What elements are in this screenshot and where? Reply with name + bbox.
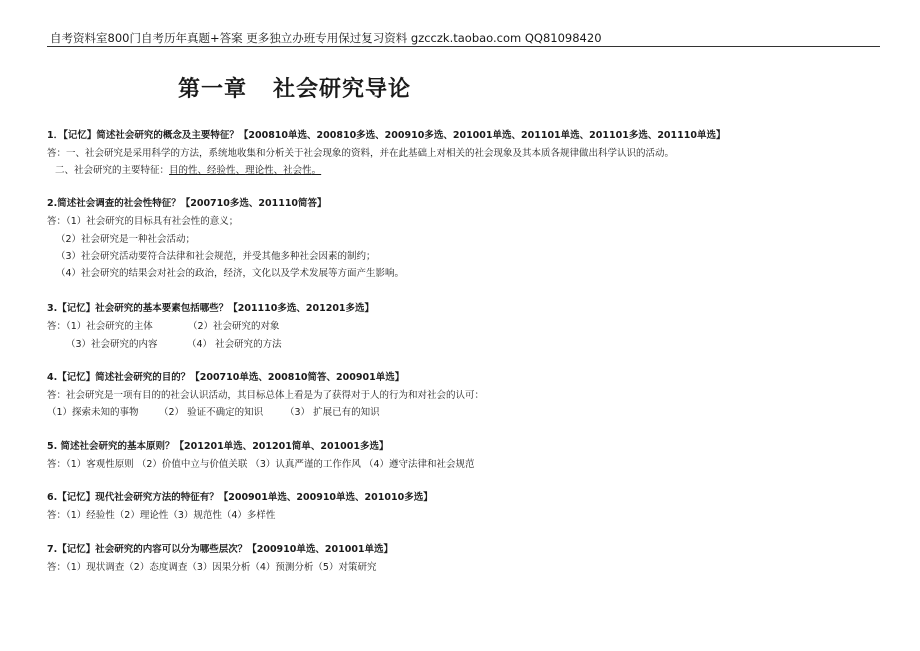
feature-sep: 、 — [197, 165, 208, 176]
answer-2-line-3: （3）社会研究活动要符合法律和社会规范，并受其他多种社会因素的制约； — [56, 251, 376, 262]
answer-4-text: 答：社会研究是一项有目的的社会认识活动，其目标总体上看是为了获得对于人的行为和对社会的认可： — [47, 390, 485, 401]
answer-2-line-2: （2）社会研究是一种社会活动； — [56, 234, 196, 245]
header-divider — [47, 46, 880, 47]
answer-3-row-2 — [66, 339, 282, 351]
question-7: 7.【记忆】社会研究的内容可以分为哪些层次？【200910单选、201001单选】 — [47, 544, 394, 555]
answer-3-item-1: 答：（1）社会研究的主体 — [47, 321, 153, 332]
feature-1: 目的性 — [169, 165, 198, 176]
answer-1-features — [55, 165, 321, 177]
answer-3-item-4: （4） 社会研究的方法 — [187, 339, 282, 350]
chapter-number: 第一章 — [178, 76, 248, 102]
answer-7-text: 答：（1）现状调查（2）态度调查（3）因果分析（4）预测分析（5）对策研究 — [47, 562, 377, 573]
question-5: 5. 简述社会研究的基本原则？【201201单选、201201简单、201001多选】 — [47, 441, 389, 452]
chapter-name: 社会研究导论 — [273, 76, 412, 102]
answer-2-line-4: （4）社会研究的结果会对社会的政治，经济，文化以及学术发展等方面产生影响。 — [56, 268, 405, 279]
page-header: 自考资料室800门自考历年真题+答案 更多独立办班专用保过复习资料 gzcczk.taobao.com QQ81098420 — [50, 31, 602, 45]
chapter-title — [178, 72, 411, 103]
feature-end: 。 — [311, 165, 322, 176]
question-3: 3.【记忆】社会研究的基本要素包括哪些？【201110多选、201201多选】 — [47, 303, 375, 314]
answer-1-definition: 答：一、社会研究是采用科学的方法，系统地收集和分析关于社会现象的资料，并在此基础上对相关的社会现象及其本质各规律做出科学认识的活动。 — [47, 148, 675, 159]
features-prefix: 二、社会研究的主要特征： — [55, 165, 170, 176]
feature-sep: 、 — [235, 165, 246, 176]
feature-4: 社会性 — [283, 165, 312, 176]
answer-4-item-3: （3） 扩展已有的知识 — [285, 407, 380, 418]
question-4: 4.【记忆】简述社会研究的目的？【200710单选、200810简答、200901单选】 — [47, 372, 405, 383]
question-2: 2.简述社会调查的社会性特征？【200710多选、201110简答】 — [47, 198, 327, 209]
answer-6-text: 答：（1）经验性（2）理论性（3）规范性（4）多样性 — [47, 510, 276, 521]
answer-4-item-2: （2） 验证不确定的知识 — [159, 407, 264, 418]
feature-3: 理论性 — [245, 165, 274, 176]
feature-2: 经验性 — [207, 165, 236, 176]
answer-2-line-1: 答：（1）社会研究的目标具有社会性的意义； — [47, 216, 239, 227]
answer-3-item-2: （2）社会研究的对象 — [188, 321, 280, 332]
question-6: 6.【记忆】现代社会研究方法的特征有？【200901单选、200910单选、201010多选】 — [47, 492, 433, 503]
question-1: 1．【记忆】简述社会研究的概念及主要特征？【200810单选、200810多选、200910多选、201001单选、201101单选、201101多选、201110单选】 — [47, 130, 726, 141]
answer-4-row — [47, 407, 380, 419]
answer-3-row-1 — [47, 321, 280, 333]
feature-sep: 、 — [273, 165, 284, 176]
answer-4-item-1: （1）探索未知的事物 — [47, 407, 139, 418]
answer-5-text: 答：（1）客观性原则 （2）价值中立与价值关联 （3）认真严谨的工作作风 （4）遵守法律和社会规范 — [47, 459, 475, 470]
answer-3-item-3: （3）社会研究的内容 — [66, 339, 158, 350]
